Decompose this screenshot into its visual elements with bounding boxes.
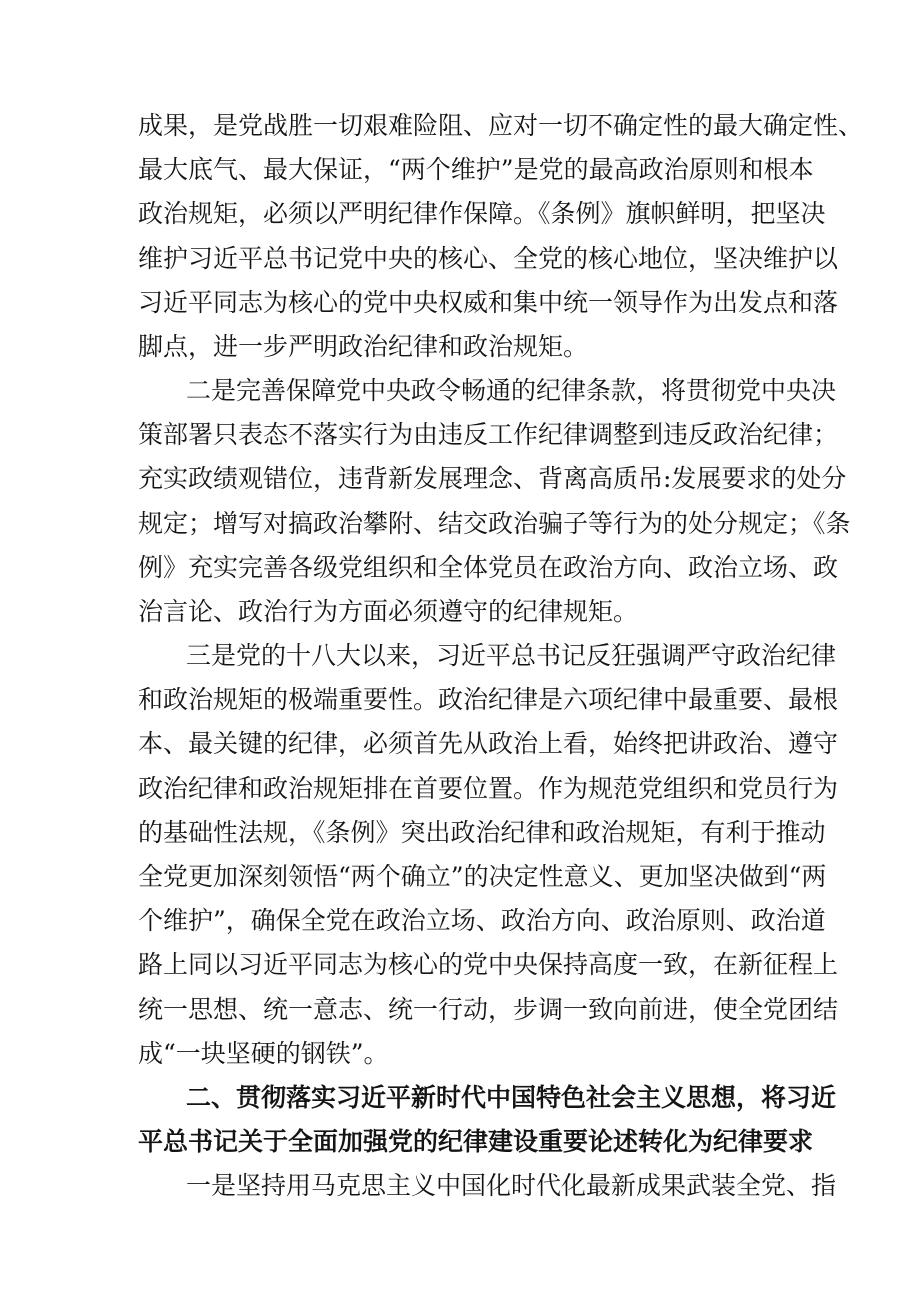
paragraph-continuation [138, 104, 864, 369]
paragraph-point-two [138, 369, 851, 634]
text-line: 一是坚持用马克思主义中国化时代化最新成果武装全党、指 [186, 1171, 837, 1200]
text-line: 治言论、政治行为方面必须遵守的纪律规矩。 [138, 596, 639, 626]
text-line: 充实政绩观错位，违背新发展理念、背离高质吊:发展要求的处分 [138, 464, 847, 494]
text-line: 本、最关键的纪律，必须首先从政治上看，始终把讲政治、遵守 [138, 729, 839, 759]
text-line: 路上同以习近平同志为核心的党中央保持高度一致，在新征程上 [138, 950, 839, 980]
text-line: 成果，是党战胜一切艰难险阻、应对一切不确定性的最大确定性、 [138, 111, 864, 140]
text-line: 和政治规矩的极端重要性。政治纪律是六项纪律中最重要、最根 [138, 685, 839, 715]
text-line: 策部署只表态不落实行为由违反工作纪律调整到违反政治纪律； [138, 420, 839, 450]
text-line: 维护习近平总书记党中央的核心、全党的核心地位，坚决维护以 [138, 243, 839, 273]
text-line: 统一思想、统一意志、统一行动，步调一致向前进，使全党团结 [138, 994, 839, 1024]
text-line: 成“一块坚硬的钢铁”。 [138, 1038, 389, 1068]
text-line: 最大底气、最大保证，“两个维护”是党的最高政治原则和根本 [138, 155, 814, 185]
section-heading [138, 1076, 837, 1164]
text-line: 习近平同志为核心的党中央权威和集中统一领导作为出发点和落 [138, 287, 839, 317]
text-line: 的基础性法规，《条例》突出政治纪律和政治规矩，有利于推动 [138, 817, 826, 847]
text-line: 政治纪律和政治规矩排在首要位置。作为规范党组织和党员行为 [138, 773, 839, 803]
text-line: 全党更加深刻领悟“两个确立”的决定性意义、更加坚决做到“两 [138, 861, 827, 891]
paragraph-point-one [138, 1164, 837, 1208]
text-line: 政治规矩，必须以严明纪律作保障。《条例》旗帜鲜明，把坚决 [138, 199, 826, 229]
text-line: 三是党的十八大以来，习近平总书记反狂强调严守政治纪律 [186, 641, 837, 670]
text-line: 二是完善保障党中央政令畅通的纪律条款，将贯彻党中央决 [186, 376, 837, 405]
heading-line: 二、贯彻落实习近平新时代中国特色社会主义思想，将习近 [186, 1083, 837, 1112]
text-line: 规定；增写对搞政治攀附、结交政治骗子等行为的处分规定；《条 [138, 508, 851, 538]
text-line: 例》充实完善各级党组织和全体党员在政治方向、政治立场、政 [138, 552, 839, 582]
heading-line: 平总书记关于全面加强党的纪律建设重要论述转化为纪律要求 [138, 1127, 814, 1157]
text-line: 个维护”，确保全党在政治立场、政治方向、政治原则、政治道 [138, 906, 826, 936]
paragraph-point-three [138, 634, 839, 1076]
text-line: 脚点，进一步严明政治纪律和政治规矩。 [138, 331, 589, 361]
